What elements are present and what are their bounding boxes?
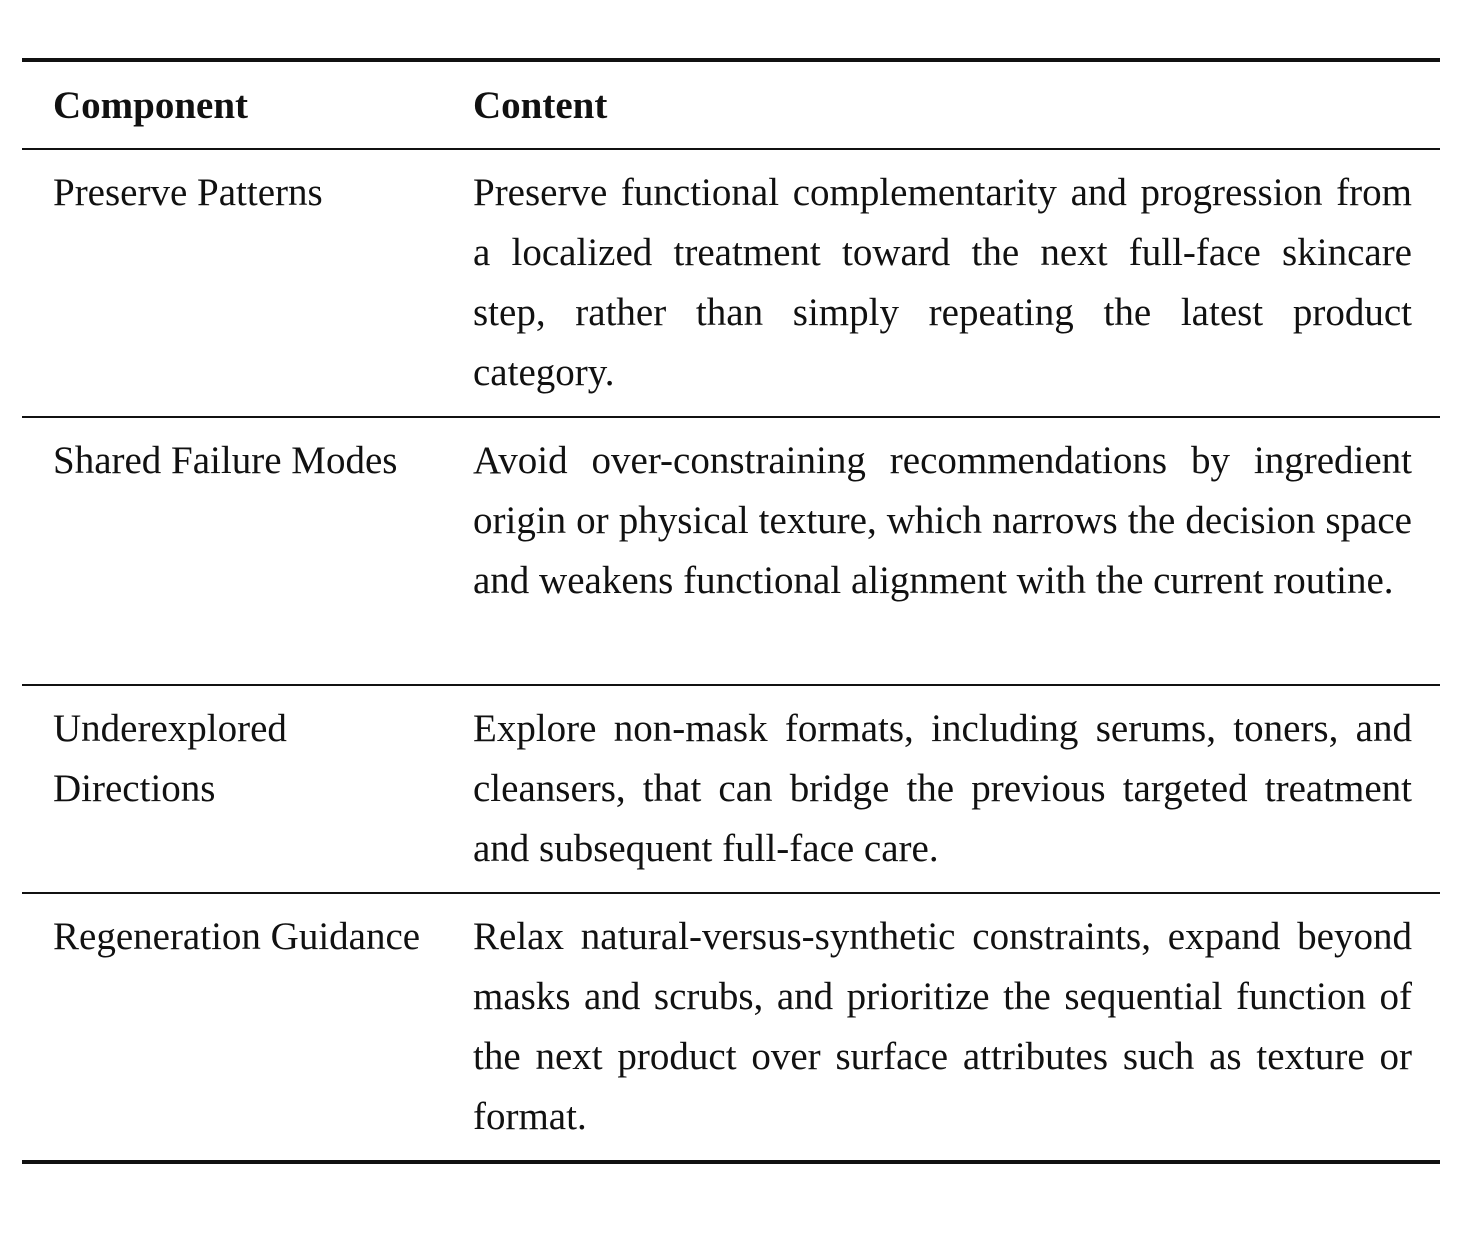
row-component-label: Preserve Patterns bbox=[53, 171, 323, 214]
row-content-text: Preserve functional complementarity and progression from a localized treatment toward the next full-face skincare step, rather than simply repeating the latest product category. bbox=[473, 171, 1412, 394]
row-content-text: Relax natural-versus-synthetic constraints, expand beyond masks and scrubs, and prioritize the sequential function of the next product over surface attributes such as texture or format. bbox=[473, 915, 1412, 1138]
table-row bbox=[22, 417, 1440, 685]
table-row bbox=[22, 149, 1440, 417]
header-content: Content bbox=[473, 83, 608, 127]
guidance-table bbox=[22, 58, 1440, 1164]
row-content-text: Explore non-mask formats, including serums, toners, and cleansers, that can bridge the previous targeted treatment and subsequent full-face care. bbox=[473, 707, 1412, 870]
table-row bbox=[22, 893, 1440, 1162]
header-component: Component bbox=[53, 83, 249, 127]
table-header-row bbox=[22, 60, 1440, 149]
table-row bbox=[22, 685, 1440, 893]
row-component-label: Underexplored Directions bbox=[53, 707, 287, 810]
row-component-label: Regeneration Guidance bbox=[53, 915, 421, 958]
row-content-text: Avoid over-constraining recommendations by ingredient origin or physical texture, which narrows the decision space and weakens functional alignment with the current routine. bbox=[473, 439, 1412, 602]
row-component-label: Shared Failure Modes bbox=[53, 439, 398, 482]
